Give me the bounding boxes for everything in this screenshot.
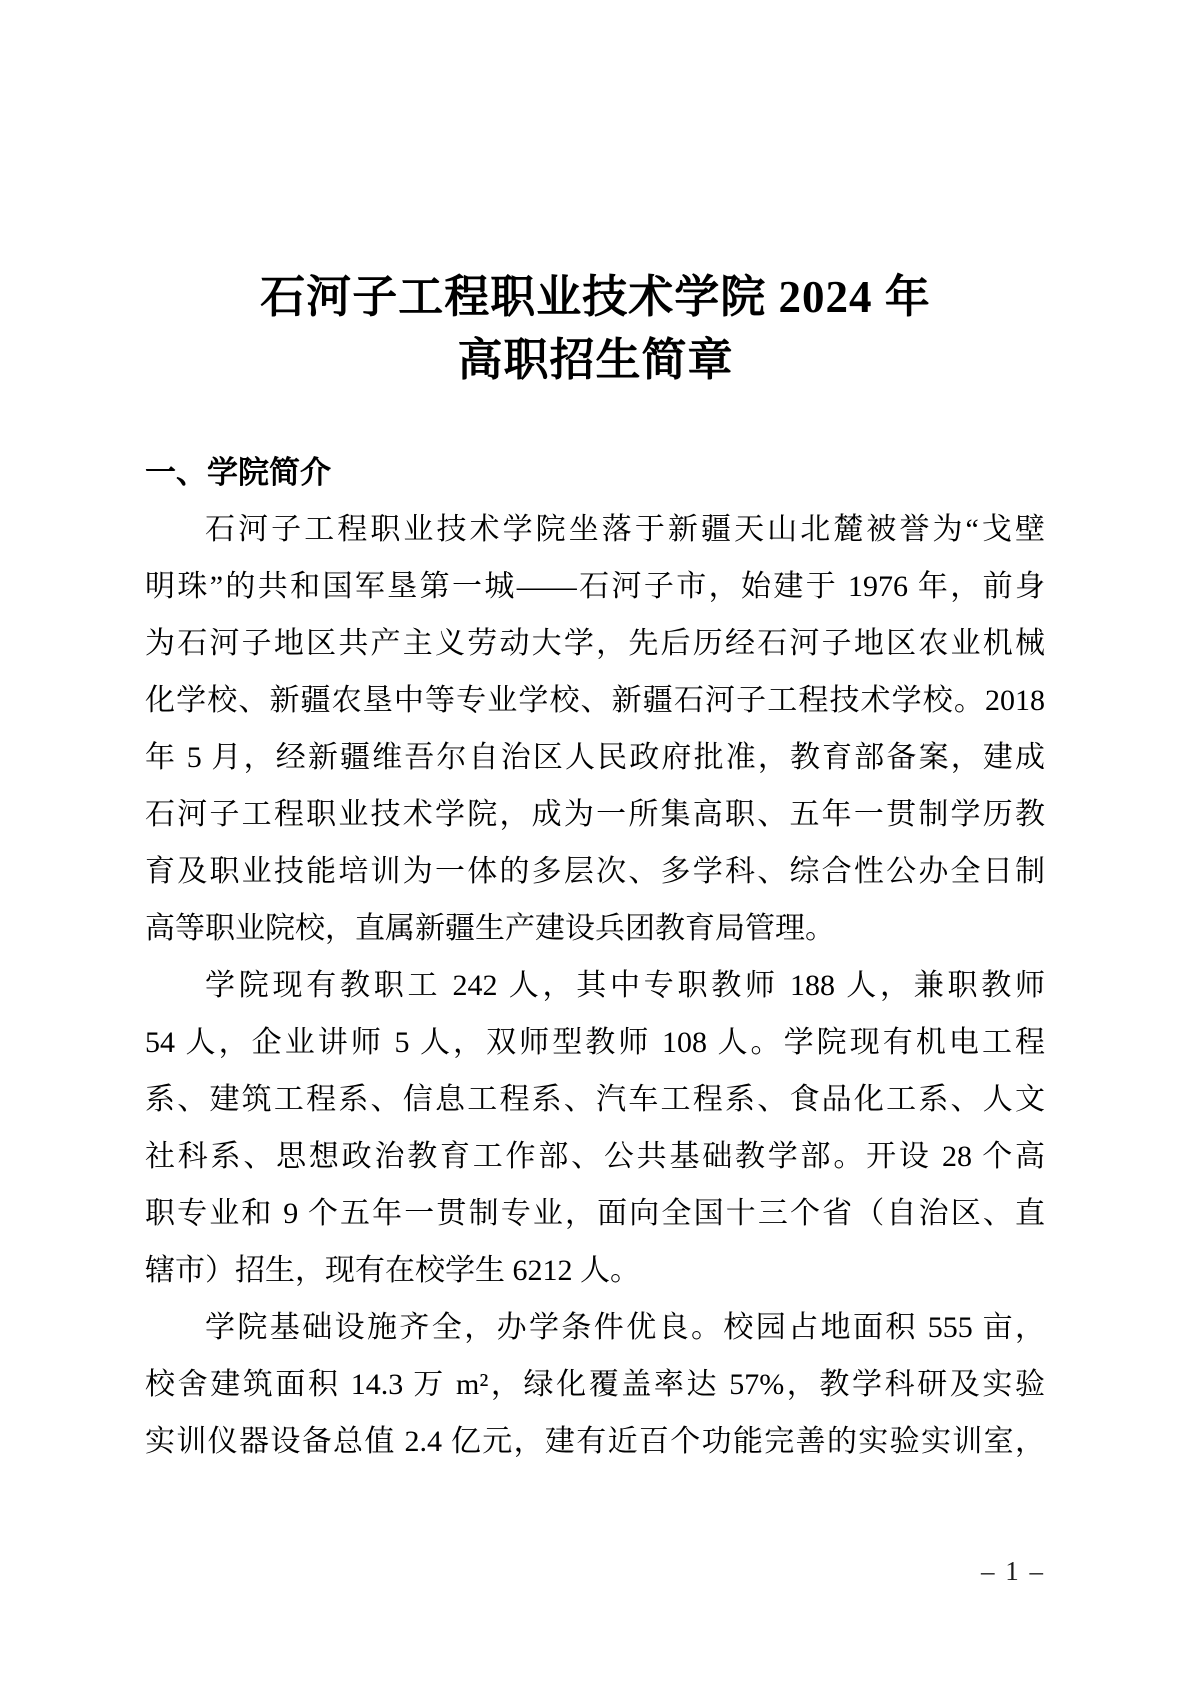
body-line: 社科系、思想政治教育工作部、公共基础教学部。开设 28 个高	[145, 1140, 1045, 1173]
body-line: 年 5 月，经新疆维吾尔自治区人民政府批准，教育部备案，建成	[145, 741, 1045, 774]
body-line: 实训仪器设备总值 2.4 亿元，建有近百个功能完善的实验实训室，	[145, 1425, 1045, 1458]
body-line: 石河子工程职业技术学院，成为一所集高职、五年一贯制学历教	[145, 798, 1045, 831]
paragraph	[145, 957, 1045, 1299]
page-number: – 1 –	[981, 1556, 1045, 1586]
body-line: 校舍建筑面积 14.3 万 m²，绿化覆盖率达 57%，教学科研及实验	[145, 1368, 1045, 1401]
title-line-1: 石河子工程职业技术学院 2024 年	[260, 272, 931, 322]
title-line-2: 高职招生简章	[457, 335, 734, 385]
body-line: 学院现有教职工 242 人，其中专职教师 188 人，兼职教师	[205, 969, 1045, 1002]
paragraph	[145, 501, 1045, 957]
body-line: 系、建筑工程系、信息工程系、汽车工程系、食品化工系、人文	[145, 1083, 1045, 1116]
body-line: 石河子工程职业技术学院坐落于新疆天山北麓被誉为“戈壁	[205, 513, 1045, 546]
body-line: 化学校、新疆农垦中等专业学校、新疆石河子工程技术学校。2018	[145, 684, 1045, 717]
body-line: 54 人，企业讲师 5 人，双师型教师 108 人。学院现有机电工程	[145, 1026, 1045, 1059]
document-body	[145, 444, 1045, 1470]
body-line: 职专业和 9 个五年一贯制专业，面向全国十三个省（自治区、直	[145, 1197, 1045, 1230]
paragraphs-container	[145, 501, 1045, 1470]
body-line: 辖市）招生，现有在校学生 6212 人。	[145, 1254, 640, 1287]
paragraph	[145, 1299, 1045, 1470]
body-line: 为石河子地区共产主义劳动大学，先后历经石河子地区农业机械	[145, 627, 1045, 660]
body-line: 学院基础设施齐全，办学条件优良。校园占地面积 555 亩，	[205, 1311, 1045, 1344]
body-line: 高等职业院校，直属新疆生产建设兵团教育局管理。	[145, 912, 835, 945]
section-heading: 一、学院简介	[145, 455, 331, 490]
body-line: 育及职业技能培训为一体的多层次、多学科、综合性公办全日制	[145, 855, 1045, 888]
body-line: 明珠”的共和国军垦第一城——石河子市，始建于 1976 年，前身	[145, 570, 1045, 603]
document-title	[0, 266, 1191, 392]
